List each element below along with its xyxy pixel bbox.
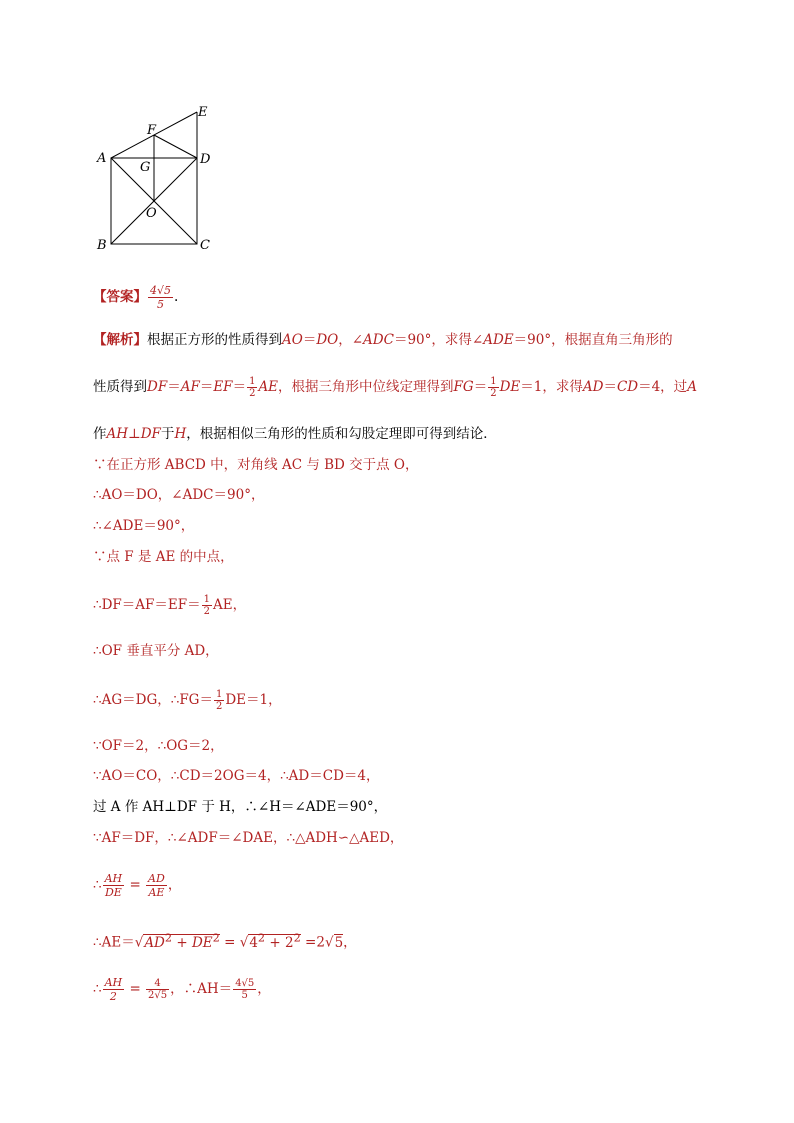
- label-d: D: [200, 152, 211, 167]
- answer-line: 【答案】 $\frac{4√5}{5}$ .: [93, 284, 179, 311]
- step-14: ∴ $\frac{AH}{2}$ = $\frac{4}{2√5}$ ，∴AH＝ $\frac{4√5}{5}$ ，: [93, 976, 271, 1003]
- step-3: ∴∠ADE＝90°，: [93, 518, 195, 534]
- radical-4-2: $4^2 + 2^2$: [249, 931, 301, 951]
- analysis-tag: 【解析】: [93, 332, 147, 348]
- label-f: F: [147, 123, 157, 138]
- fraction-half: $\frac{1}{2}$: [249, 376, 256, 399]
- label-a: A: [97, 151, 107, 166]
- segment-fd: [154, 135, 197, 158]
- label-e: E: [198, 105, 208, 120]
- fraction-4-2root5: $\frac{4}{2√5}$: [148, 978, 168, 1001]
- radical-ad-de: $AD^2 + DE^2$: [144, 931, 220, 951]
- step-9: ∵AO＝CO，∴CD＝2OG＝4，∴AD＝CD＝4，: [93, 768, 380, 784]
- fraction-ah-2: $\frac{AH}{2}$: [104, 976, 123, 1003]
- step-4: ∵点 F 是 AE 的中点，: [93, 549, 234, 565]
- label-o: O: [146, 206, 157, 221]
- label-b: B: [97, 238, 107, 253]
- fraction-half-4: $\frac{1}{2}$: [215, 689, 223, 712]
- step-11: ∵AF＝DF，∴∠ADF＝∠DAE，∴△ADH∽△AED，: [93, 830, 404, 846]
- step-7: ∴AG＝DG，∴FG＝ $\frac{1}{2}$ DE＝1，: [93, 689, 282, 712]
- answer-fraction: $\frac{4√5}{5}$: [150, 284, 172, 311]
- analysis-line-3: 作AH⊥DF于H，根据相似三角形的性质和勾股定理即可得到结论．: [93, 426, 497, 442]
- step-6: ∴OF 垂直平分 AD，: [93, 643, 219, 659]
- step-2: ∴AO＝DO，∠ADC＝90°，: [93, 487, 265, 503]
- step-1: ∵在正方形 ABCD 中，对角线 AC 与 BD 交于点 O，: [93, 457, 419, 473]
- label-g: G: [140, 160, 151, 175]
- analysis-line-2: 性质得到DF＝AF＝EF＝ $\frac{1}{2}$ AE，根据三角形中位线定理得到FG＝ $\frac{1}{2}$ DE＝1，求得AD＝CD＝4，过A: [93, 376, 697, 399]
- answer-tag: 【答案】: [93, 289, 147, 305]
- step-12: ∴ $\frac{AH}{DE}$ = $\frac{AD}{AE}$ ，: [93, 872, 182, 899]
- fraction-half-3: $\frac{1}{2}$: [203, 594, 210, 617]
- analysis-line-1: 【解析】根据正方形的性质得到AO＝DO，∠ADC＝90°，求得∠ADE＝90°，根据直角三角形的: [93, 332, 673, 348]
- fraction-ad-ae: $\frac{AD}{AE}$: [148, 872, 165, 899]
- label-c: C: [200, 238, 210, 253]
- step-13: $\therefore AE=√AD^2 + DE^2 = √4^2 + 2^2 =2√5$，: [93, 931, 357, 951]
- fraction-4root5-5: $\frac{4√5}{5}$: [235, 978, 255, 1001]
- square-diagram: [90, 96, 230, 264]
- fraction-ah-de: $\frac{AH}{DE}$: [104, 872, 123, 899]
- fraction-half-2: $\frac{1}{2}$: [490, 376, 497, 399]
- radical-5: 5: [334, 934, 344, 951]
- geometry-figure: [90, 96, 230, 264]
- step-8: ∵OF＝2，∴OG＝2，: [93, 738, 224, 754]
- step-5: ∴DF＝AF＝EF＝ $\frac{1}{2}$ AE，: [93, 594, 247, 617]
- step-10: 过 A 作 AH⊥DF 于 H，∴∠H＝∠ADE＝90°，: [93, 799, 388, 815]
